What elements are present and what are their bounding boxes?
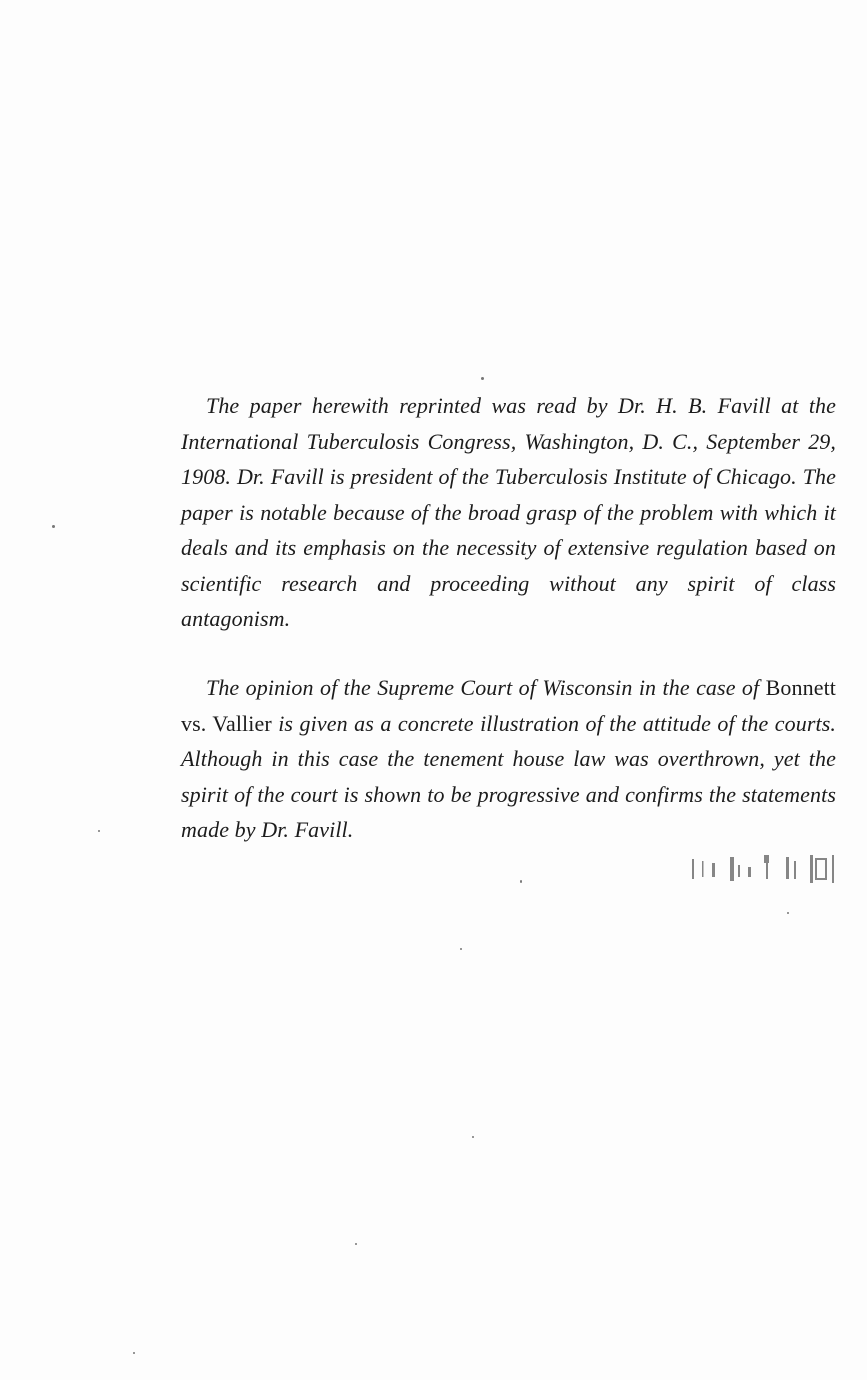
court-opinion-text-part-2: is given as a concrete illustration of the attitude of the courts. Although in this case the tenement house law was overthrown, yet the spirit of the court is shown to be progressive and confirms the statements made by Dr. Favill. [181,710,837,842]
scan-speck [133,1352,135,1354]
library-stamp-mark [690,853,836,885]
court-opinion-paragraph [181,670,836,848]
scan-speck [481,377,484,380]
court-opinion-text-part-1: The opinion of the Supreme Court of Wisconsin in the case of [206,675,766,700]
scan-speck [52,525,55,528]
court-opinion-paragraph-block [181,670,836,848]
scan-speck [472,1136,474,1138]
case-name: Bonnett vs. Vallier [181,675,836,736]
intro-paragraph-text: The paper herewith reprinted was read by Dr. H. B. Favill at the International Tuberculosis Congress, Washington, D. C., September 29, 1908. Dr. Favill is president of the Tuberculosis Institute of Chicago. The paper is notable because of the broad grasp of the problem with which it deals and its emphasis on the necessity of extensive regulation based on scientific research and proceeding without any spirit of class antagonism. [181,393,836,631]
scan-speck [520,880,522,883]
scan-speck [787,912,789,914]
intro-paragraph-block [181,388,836,637]
scan-speck [460,948,462,950]
scan-speck [355,1243,357,1245]
intro-paragraph [181,388,836,637]
scan-speck [98,830,100,832]
